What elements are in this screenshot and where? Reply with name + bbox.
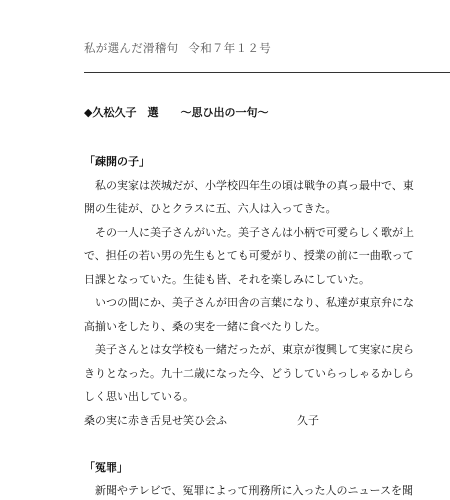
spacer <box>84 432 450 456</box>
paragraph-line: きりとなった。九十二歳になった今、どうしていらっしゃるかしら <box>84 366 414 380</box>
paragraph-line: 開の生徒が、ひとクラスに五、六人は入ってきた。 <box>84 202 337 215</box>
paragraph-line: いつの間にか、美子さんが田舎の言葉になり、私達が東京弁にな <box>84 296 414 309</box>
paragraph-line: その一人に美子さんがいた。美子さんは小柄で可愛らしく歌が上 <box>84 225 414 239</box>
page-header <box>84 40 271 56</box>
selector-label: ◆久松久子 選 <box>84 106 159 119</box>
section-title: 「冤罪」 <box>84 460 128 474</box>
paragraph-line: 美子さんとは女学校も一緒だったが、東京が復興して実家に戻ら <box>84 343 414 356</box>
haiku-author: 久子 <box>297 413 319 427</box>
header-date: 令和７年１２号 <box>188 41 272 55</box>
selector-line <box>84 104 268 120</box>
haiku-line <box>84 409 450 433</box>
paragraph-line: しく思い出している。 <box>84 390 194 403</box>
haiku-text: 桑の実に赤き舌見せ笑ひ会ふ <box>84 413 227 427</box>
header-title: 私が選んだ滑稽句 <box>84 41 179 55</box>
section-title: 「疎開の子」 <box>84 155 150 168</box>
paragraph-line: 高揃いをしたり、桑の実を一緒に食べたりした。 <box>84 319 326 333</box>
selector-theme: ～思ひ出の一句～ <box>180 106 269 119</box>
paragraph-line: 新聞やテレビで、冤罪によって刑務所に入った人のニュースを聞 <box>84 484 414 497</box>
header-rule <box>84 72 450 73</box>
paragraph-line: 日課となっていた。生徒も皆、それを楽しみにしていた。 <box>84 272 370 286</box>
body-text <box>84 150 450 500</box>
paragraph-line: で、担任の若い男の先生もとても可愛がり、授業の前に一曲歌って <box>84 249 414 262</box>
paragraph-line: 私の実家は茨城だが、小学校四年生の頃は戦争の真っ最中で、東 <box>84 178 414 192</box>
